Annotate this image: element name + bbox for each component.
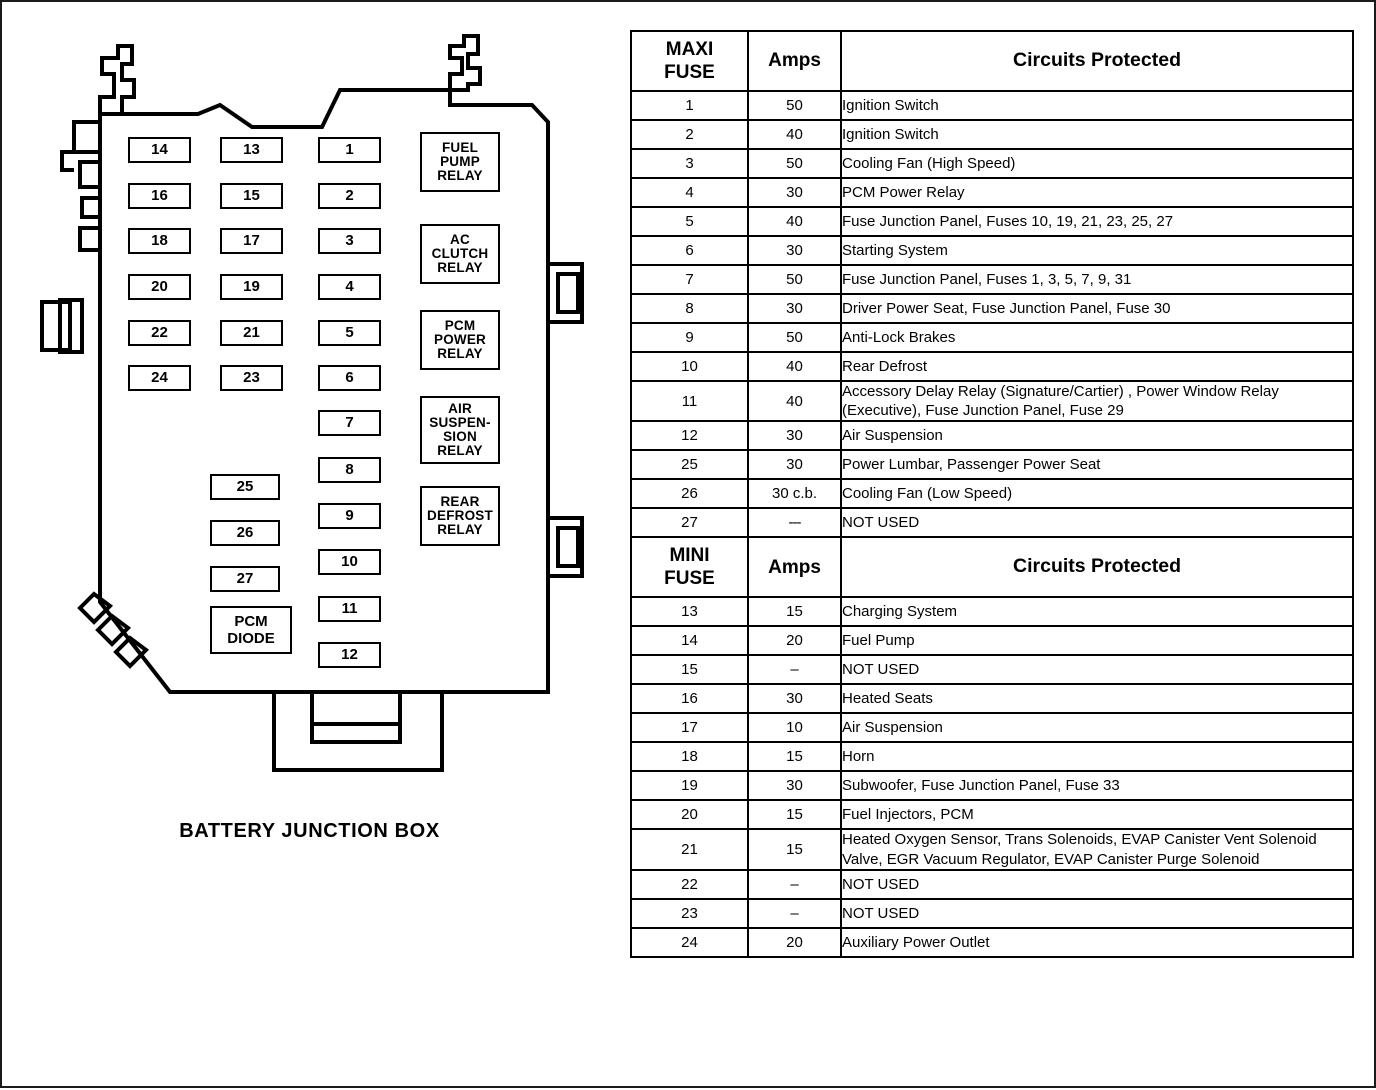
mini-fuse-circuits: Horn bbox=[841, 742, 1353, 771]
pcm-diode-line-2: DIODE bbox=[227, 630, 275, 647]
fuse-slot-18[interactable]: 18 bbox=[128, 228, 191, 254]
mini-fuse-number: 16 bbox=[631, 684, 748, 713]
maxi-fuse-circuits: Air Suspension bbox=[841, 421, 1353, 450]
table-row[interactable] bbox=[631, 421, 1353, 450]
fuse-slot-22[interactable]: 22 bbox=[128, 320, 191, 346]
ac-clutch-relay[interactable] bbox=[420, 224, 500, 284]
maxi-fuse-amps: 30 c.b. bbox=[748, 479, 841, 508]
fuse-slot-17[interactable]: 17 bbox=[220, 228, 283, 254]
mini-fuse-amps: 20 bbox=[748, 928, 841, 957]
air-suspension-relay-line-4: RELAY bbox=[437, 443, 483, 459]
mini-fuse-amps: 20 bbox=[748, 626, 841, 655]
maxi-fuse-amps: 30 bbox=[748, 421, 841, 450]
mini-fuse-amps: 30 bbox=[748, 771, 841, 800]
maxi-header-circuits: Circuits Protected bbox=[841, 31, 1353, 91]
maxi-fuse-amps: 40 bbox=[748, 120, 841, 149]
mini-fuse-amps: 15 bbox=[748, 800, 841, 829]
maxi-fuse-circuits: Driver Power Seat, Fuse Junction Panel, Fuse 30 bbox=[841, 294, 1353, 323]
fuse-slot-19[interactable]: 19 bbox=[220, 274, 283, 300]
fuel-pump-relay-line-2: PUMP bbox=[440, 153, 480, 169]
maxi-fuse-number: 12 bbox=[631, 421, 748, 450]
maxi-fuse-circuits: Power Lumbar, Passenger Power Seat bbox=[841, 450, 1353, 479]
maxi-fuse-number: 7 bbox=[631, 265, 748, 294]
mini-fuse-circuits: Auxiliary Power Outlet bbox=[841, 928, 1353, 957]
table-row[interactable] bbox=[631, 800, 1353, 829]
maxi-fuse-circuits: Accessory Delay Relay (Signature/Cartier) , Power Window Relay (Executive), Fuse Junction Panel, Fuse 29 bbox=[841, 381, 1353, 421]
mini-fuse-amps: 10 bbox=[748, 713, 841, 742]
maxi-fuse-amps: 30 bbox=[748, 178, 841, 207]
fuse-legend-table bbox=[630, 30, 1352, 958]
mini-fuse-amps: 30 bbox=[748, 684, 841, 713]
table-row[interactable] bbox=[631, 684, 1353, 713]
fuse-slot-12[interactable]: 12 bbox=[318, 642, 381, 668]
mini-fuse-circuits: Fuel Pump bbox=[841, 626, 1353, 655]
mini-fuse-circuits: NOT USED bbox=[841, 870, 1353, 899]
ac-clutch-relay-line-2: CLUTCH bbox=[431, 245, 489, 261]
mini-fuse-number: 17 bbox=[631, 713, 748, 742]
fuse-slot-6[interactable]: 6 bbox=[318, 365, 381, 391]
maxi-fuse-circuits: Fuse Junction Panel, Fuses 1, 3, 5, 7, 9, 31 bbox=[841, 265, 1353, 294]
air-suspension-relay-line-3: SION bbox=[443, 429, 477, 444]
rear-defrost-relay[interactable] bbox=[420, 486, 500, 546]
table-row[interactable] bbox=[631, 742, 1353, 771]
fuse-slot-27[interactable]: 27 bbox=[210, 566, 280, 592]
maxi-fuse-circuits: Ignition Switch bbox=[841, 91, 1353, 120]
maxi-fuse-number: 1 bbox=[631, 91, 748, 120]
maxi-fuse-circuits: Ignition Switch bbox=[841, 120, 1353, 149]
table-row[interactable] bbox=[631, 294, 1353, 323]
maxi-fuse-circuits: NOT USED bbox=[841, 508, 1353, 537]
maxi-fuse-circuits: Starting System bbox=[841, 236, 1353, 265]
mini-fuse-circuits: NOT USED bbox=[841, 899, 1353, 928]
fuse-slot-8[interactable]: 8 bbox=[318, 457, 381, 483]
maxi-fuse-amps: 40 bbox=[748, 352, 841, 381]
mini-fuse-amps: – bbox=[748, 655, 841, 684]
table-row[interactable] bbox=[631, 381, 1353, 421]
fuse-slot-24[interactable]: 24 bbox=[128, 365, 191, 391]
table-row[interactable] bbox=[631, 236, 1353, 265]
pcm-power-relay-line-1: PCM bbox=[444, 317, 476, 333]
maxi-fuse-number: 8 bbox=[631, 294, 748, 323]
mini-fuse-circuits: Heated Seats bbox=[841, 684, 1353, 713]
table-row[interactable] bbox=[631, 626, 1353, 655]
fuse-slot-14[interactable]: 14 bbox=[128, 137, 191, 163]
fuse-slot-15[interactable]: 15 bbox=[220, 183, 283, 209]
table-row[interactable] bbox=[631, 207, 1353, 236]
mini-fuse-number: 13 bbox=[631, 597, 748, 626]
maxi-fuse-number: 25 bbox=[631, 450, 748, 479]
maxi-fuse-amps: 50 bbox=[748, 265, 841, 294]
maxi-fuse-amps: 50 bbox=[748, 149, 841, 178]
maxi-fuse-amps: 30 bbox=[748, 294, 841, 323]
mini-fuse-number: 21 bbox=[631, 829, 748, 869]
mini-fuse-number: 15 bbox=[631, 655, 748, 684]
table-row[interactable] bbox=[631, 829, 1353, 869]
fuse-slot-9[interactable]: 9 bbox=[318, 503, 381, 529]
fuse-slot-16[interactable]: 16 bbox=[128, 183, 191, 209]
maxi-header-fuse: MAXI FUSE bbox=[631, 31, 748, 91]
table-row[interactable] bbox=[631, 149, 1353, 178]
air-suspension-relay-line-1: AIR bbox=[448, 400, 472, 416]
maxi-fuse-circuits: Cooling Fan (Low Speed) bbox=[841, 479, 1353, 508]
mini-header-row bbox=[631, 537, 1353, 597]
rear-defrost-relay-line-1: REAR bbox=[440, 493, 480, 509]
maxi-fuse-circuits: Cooling Fan (High Speed) bbox=[841, 149, 1353, 178]
maxi-fuse-number: 10 bbox=[631, 352, 748, 381]
maxi-fuse-number: 5 bbox=[631, 207, 748, 236]
maxi-fuse-number: 2 bbox=[631, 120, 748, 149]
ac-clutch-relay-line-1: AC bbox=[450, 231, 470, 247]
mini-fuse-number: 14 bbox=[631, 626, 748, 655]
maxi-fuse-circuits: PCM Power Relay bbox=[841, 178, 1353, 207]
maxi-fuse-amps: 40 bbox=[748, 207, 841, 236]
maxi-fuse-number: 27 bbox=[631, 508, 748, 537]
table-row[interactable] bbox=[631, 450, 1353, 479]
table-row[interactable] bbox=[631, 178, 1353, 207]
maxi-fuse-amps: 50 bbox=[748, 323, 841, 352]
table-row[interactable] bbox=[631, 597, 1353, 626]
table-row[interactable] bbox=[631, 479, 1353, 508]
mini-fuse-number: 20 bbox=[631, 800, 748, 829]
pcm-power-relay-line-3: RELAY bbox=[437, 346, 483, 362]
fuse-slot-4[interactable]: 4 bbox=[318, 274, 381, 300]
table-row[interactable] bbox=[631, 91, 1353, 120]
maxi-fuse-amps: 50 bbox=[748, 91, 841, 120]
maxi-fuse-number: 11 bbox=[631, 381, 748, 421]
fuse-slot-2[interactable]: 2 bbox=[318, 183, 381, 209]
fuse-box-outline-drawing bbox=[2, 2, 617, 822]
fuse-slot-25[interactable]: 25 bbox=[210, 474, 280, 500]
mini-fuse-circuits: Air Suspension bbox=[841, 713, 1353, 742]
rear-defrost-relay-line-2: DEFROST bbox=[427, 507, 493, 523]
table-row[interactable] bbox=[631, 771, 1353, 800]
pcm-diode[interactable] bbox=[210, 606, 292, 654]
mini-header-circuits: Circuits Protected bbox=[841, 537, 1353, 597]
maxi-fuse-circuits: Rear Defrost bbox=[841, 352, 1353, 381]
fuse-slot-13[interactable]: 13 bbox=[220, 137, 283, 163]
fuse-slot-21[interactable]: 21 bbox=[220, 320, 283, 346]
rear-defrost-relay-line-3: RELAY bbox=[437, 522, 483, 538]
maxi-header-row bbox=[631, 31, 1353, 91]
maxi-fuse-amps: 30 bbox=[748, 450, 841, 479]
fuel-pump-relay[interactable] bbox=[420, 132, 500, 192]
maxi-fuse-number: 3 bbox=[631, 149, 748, 178]
maxi-fuse-amps: 40 bbox=[748, 381, 841, 421]
maxi-fuse-circuits: Anti-Lock Brakes bbox=[841, 323, 1353, 352]
table-row[interactable] bbox=[631, 928, 1353, 957]
pcm-diode-line-1: PCM bbox=[234, 612, 268, 630]
fuse-slot-20[interactable]: 20 bbox=[128, 274, 191, 300]
mini-fuse-amps: 15 bbox=[748, 829, 841, 869]
maxi-fuse-number: 4 bbox=[631, 178, 748, 207]
mini-fuse-circuits: Heated Oxygen Sensor, Trans Solenoids, EVAP Canister Vent Solenoid Valve, EGR Vacuum Regulator, EVAP Canister Purge Solenoid bbox=[841, 829, 1353, 869]
maxi-fuse-amps: 30 bbox=[748, 236, 841, 265]
mini-fuse-amps: 15 bbox=[748, 597, 841, 626]
fuse-slot-10[interactable]: 10 bbox=[318, 549, 381, 575]
fuse-slot-11[interactable]: 11 bbox=[318, 596, 381, 622]
diagram-caption: BATTERY JUNCTION BOX bbox=[179, 820, 440, 842]
table-row[interactable] bbox=[631, 870, 1353, 899]
mini-header-amps: Amps bbox=[748, 537, 841, 597]
mini-fuse-circuits: Charging System bbox=[841, 597, 1353, 626]
table-row[interactable] bbox=[631, 899, 1353, 928]
fuse-slot-23[interactable]: 23 bbox=[220, 365, 283, 391]
mini-fuse-amps: 15 bbox=[748, 742, 841, 771]
maxi-fuse-circuits: Fuse Junction Panel, Fuses 10, 19, 21, 23, 25, 27 bbox=[841, 207, 1353, 236]
maxi-header-amps: Amps bbox=[748, 31, 841, 91]
mini-fuse-circuits: NOT USED bbox=[841, 655, 1353, 684]
mini-fuse-circuits: Fuel Injectors, PCM bbox=[841, 800, 1353, 829]
fuse-slot-1[interactable]: 1 bbox=[318, 137, 381, 163]
table-row[interactable] bbox=[631, 352, 1353, 381]
air-suspension-relay[interactable] bbox=[420, 396, 500, 464]
mini-fuse-amps: – bbox=[748, 870, 841, 899]
fuse-table bbox=[630, 30, 1354, 958]
air-suspension-relay-line-2: SUSPEN- bbox=[429, 414, 491, 430]
table-row[interactable] bbox=[631, 323, 1353, 352]
mini-fuse-amps: – bbox=[748, 899, 841, 928]
fuse-slot-5[interactable]: 5 bbox=[318, 320, 381, 346]
mini-fuse-number: 19 bbox=[631, 771, 748, 800]
mini-header-fuse: MINI FUSE bbox=[631, 537, 748, 597]
ac-clutch-relay-line-3: RELAY bbox=[437, 260, 483, 276]
table-row[interactable] bbox=[631, 713, 1353, 742]
fuel-pump-relay-line-1: FUEL bbox=[441, 139, 479, 155]
fuel-pump-relay-line-3: RELAY bbox=[437, 168, 483, 184]
mini-fuse-number: 18 bbox=[631, 742, 748, 771]
mini-fuse-number: 24 bbox=[631, 928, 748, 957]
table-row[interactable] bbox=[631, 508, 1353, 537]
table-row[interactable] bbox=[631, 655, 1353, 684]
maxi-fuse-number: 26 bbox=[631, 479, 748, 508]
table-row[interactable] bbox=[631, 120, 1353, 149]
table-row[interactable] bbox=[631, 265, 1353, 294]
fuse-slot-26[interactable]: 26 bbox=[210, 520, 280, 546]
mini-fuse-number: 23 bbox=[631, 899, 748, 928]
fuse-slot-3[interactable]: 3 bbox=[318, 228, 381, 254]
maxi-fuse-amps: --- bbox=[748, 508, 841, 537]
fuse-slot-7[interactable]: 7 bbox=[318, 410, 381, 436]
maxi-fuse-number: 9 bbox=[631, 323, 748, 352]
battery-junction-box-diagram bbox=[2, 2, 617, 1090]
mini-fuse-circuits: Subwoofer, Fuse Junction Panel, Fuse 33 bbox=[841, 771, 1353, 800]
pcm-power-relay[interactable] bbox=[420, 310, 500, 370]
mini-fuse-number: 22 bbox=[631, 870, 748, 899]
maxi-fuse-number: 6 bbox=[631, 236, 748, 265]
pcm-power-relay-line-2: POWER bbox=[433, 331, 486, 347]
